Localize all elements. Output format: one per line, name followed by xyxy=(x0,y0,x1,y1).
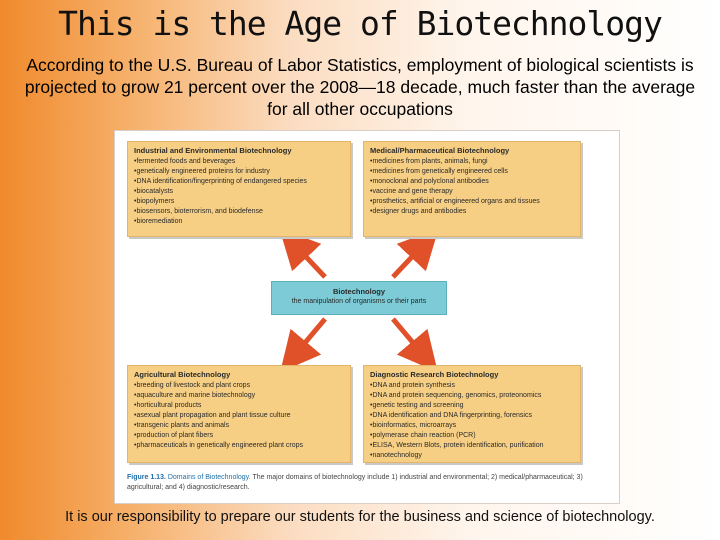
center-title: Biotechnology xyxy=(332,287,386,296)
arrow-down-right-icon xyxy=(393,319,425,357)
list-item: • nanotechnology xyxy=(370,451,574,461)
list-item: • polymerase chain reaction (PCR) xyxy=(370,431,574,441)
list-item: • DNA identification/fingerprinting of endangered species xyxy=(134,177,344,187)
arrow-up-right-icon xyxy=(393,243,425,277)
slide-title: This is the Age of Biotechnology xyxy=(58,4,662,43)
quadrant-title: Medical/Pharmaceutical Biotechnology xyxy=(370,146,510,155)
quadrant-title: Diagnostic Research Biotechnology xyxy=(370,370,499,379)
list-item: • medicines from genetically engineered cells xyxy=(370,167,574,177)
quadrant-medical xyxy=(363,141,581,237)
list-item: • biosensors, bioterrorism, and biodefense xyxy=(134,207,344,217)
list-item: • bioinformatics, microarrays xyxy=(370,421,574,431)
list-item: • aquaculture and marine biotechnology xyxy=(134,391,344,401)
list-item: • pharmaceuticals in genetically engineered plant crops xyxy=(134,441,344,451)
quadrant-title: Agricultural Biotechnology xyxy=(134,370,231,379)
list-item: • horticultural products xyxy=(134,401,344,411)
biotech-domains-figure xyxy=(114,130,620,504)
center-subtitle: the manipulation of organisms or their parts xyxy=(291,298,427,305)
figure-caption-text: The major domains of biotechnology include 1) industrial and environmental; 2) medical/pharmaceutical; 3) agricultural; and 4) diagnostic/research. xyxy=(127,474,583,491)
quadrant-list xyxy=(370,157,574,217)
figure-caption-title: Domains of Biotechnology. xyxy=(167,474,251,481)
list-item: • breeding of livestock and plant crops xyxy=(134,381,344,391)
slide-footer: It is our responsibility to prepare our students for the business and science of biotechnology. xyxy=(65,509,655,525)
quadrant-list xyxy=(134,157,344,227)
list-item: • medicines from plants, animals, fungi xyxy=(370,157,574,167)
quadrant-title: Industrial and Environmental Biotechnology xyxy=(134,146,292,155)
center-biotechnology-box xyxy=(271,281,447,315)
list-item: • designer drugs and antibodies xyxy=(370,207,574,217)
arrow-down-left-icon xyxy=(293,319,325,357)
list-item: • ELISA, Western Blots, protein identification, purification xyxy=(370,441,574,451)
list-item: • genetically engineered proteins for industry xyxy=(134,167,344,177)
list-item: • asexual plant propagation and plant tissue culture xyxy=(134,411,344,421)
list-item: • genetic testing and screening xyxy=(370,401,574,411)
list-item: • DNA and protein sequencing, genomics, proteonomics xyxy=(370,391,574,401)
list-item: • biocatalysts xyxy=(134,187,344,197)
figure-label: Figure 1.13. xyxy=(127,474,166,481)
quadrant-list xyxy=(370,381,574,461)
quadrant-diagnostic xyxy=(363,365,581,463)
slide-subtitle: According to the U.S. Bureau of Labor Statistics, employment of biological scientists is projected to grow 21 percent over the 2008—18 decade, much faster than the average for all other occupations xyxy=(24,55,696,119)
arrow-up-left-icon xyxy=(293,243,325,277)
quadrant-agricultural xyxy=(127,365,351,463)
figure-caption xyxy=(127,473,587,493)
list-item: • production of plant fibers xyxy=(134,431,344,441)
list-item: • fermented foods and beverages xyxy=(134,157,344,167)
list-item: • DNA identification and DNA fingerprinting, forensics xyxy=(370,411,574,421)
quadrant-list xyxy=(134,381,344,451)
list-item: • prosthetics, artificial or engineered organs and tissues xyxy=(370,197,574,207)
list-item: • DNA and protein synthesis xyxy=(370,381,574,391)
list-item: • vaccine and gene therapy xyxy=(370,187,574,197)
list-item: • bioremediation xyxy=(134,217,344,227)
list-item: • transgenic plants and animals xyxy=(134,421,344,431)
list-item: • biopolymers xyxy=(134,197,344,207)
list-item: • monoclonal and polyclonal antibodies xyxy=(370,177,574,187)
quadrant-industrial xyxy=(127,141,351,237)
